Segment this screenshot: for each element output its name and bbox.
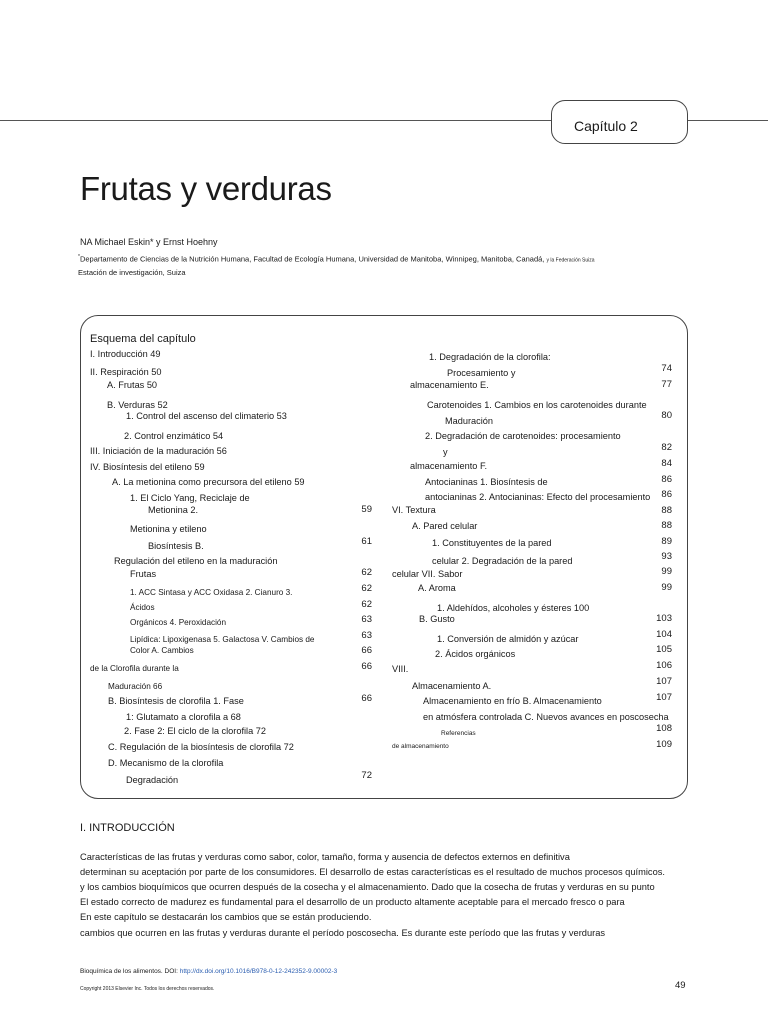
outline-page-number: 74 <box>661 363 672 374</box>
outline-page-number: 93 <box>661 551 672 562</box>
outline-page-number: 105 <box>656 644 672 655</box>
affiliation-line-1 <box>78 254 595 264</box>
outline-entry[interactable]: 2. Degradación de carotenoides: procesamiento <box>425 431 621 441</box>
outline-page-number: 107 <box>656 692 672 703</box>
body-line: determinan su aceptación por parte de los consumidores. El desarrollo de estas características es el resultado de muchos procesos químicos. <box>80 867 665 877</box>
doi-link[interactable]: http://dx.doi.org/10.1016/B978-0-12-242352-9.00002-3 <box>179 968 338 975</box>
outline-page-number: 99 <box>661 582 672 593</box>
body-line: cambios que ocurren en las frutas y verduras durante el período poscosecha. Es durante este período que las frutas y verduras <box>80 928 606 938</box>
outline-page-number: 89 <box>661 536 672 547</box>
section-heading: I. INTRODUCCIÓN <box>80 822 175 834</box>
outline-entry[interactable]: D. Mecanismo de la clorofila <box>108 758 224 768</box>
outline-entry[interactable]: A. La metionina como precursora del etileno 59 <box>112 477 305 487</box>
citation-prefix: Bioquímica de los alimentos. DOI: <box>80 968 178 975</box>
outline-entry[interactable]: 1. Aldehídos, alcoholes y ésteres 100 <box>437 603 590 613</box>
outline-entry[interactable]: en atmósfera controlada C. Nuevos avances en poscosecha <box>423 712 669 722</box>
chapter-label-box <box>551 100 688 144</box>
outline-entry[interactable]: Regulación del etileno en la maduración <box>114 556 278 566</box>
outline-page-number: 66 <box>361 661 372 672</box>
outline-entry[interactable]: A. Aroma <box>418 583 456 593</box>
outline-page-number: 109 <box>656 739 672 750</box>
outline-entry[interactable]: Lipídica: Lipoxigenasa 5. Galactosa V. Cambios de <box>130 635 315 644</box>
outline-page-number: 62 <box>361 583 372 594</box>
outline-entry[interactable]: Antocianinas 1. Biosíntesis de <box>425 477 548 487</box>
outline-entry[interactable]: Ácidos <box>130 603 155 612</box>
outline-page-number: 66 <box>361 645 372 656</box>
outline-entry[interactable]: 1. El Ciclo Yang, Reciclaje de <box>130 493 250 503</box>
outline-entry[interactable]: IV. Biosíntesis del etileno 59 <box>90 462 205 472</box>
outline-entry[interactable]: 2. Control enzimático 54 <box>124 431 224 441</box>
page-title: Frutas y verduras <box>80 170 332 207</box>
outline-entry[interactable]: almacenamiento F. <box>410 461 488 471</box>
outline-page-number: 77 <box>661 379 672 390</box>
affiliation-small: y la Federación Suiza <box>546 257 595 264</box>
outline-entry[interactable]: II. Respiración 50 <box>90 367 162 377</box>
outline-entry[interactable]: 1. Control del ascenso del climaterio 53 <box>126 411 287 421</box>
page-number: 49 <box>675 980 686 991</box>
outline-entry[interactable]: III. Iniciación de la maduración 56 <box>90 446 227 456</box>
outline-page-number: 63 <box>361 630 372 641</box>
outline-entry[interactable]: 2. Fase 2: El ciclo de la clorofila 72 <box>124 726 266 736</box>
outline-entry[interactable]: Biosíntesis B. <box>148 541 204 551</box>
outline-page-number: 108 <box>656 723 672 734</box>
affiliation-mark: * <box>78 254 80 260</box>
outline-page-number: 72 <box>361 770 372 781</box>
outline-entry[interactable]: B. Biosíntesis de clorofila 1. Fase <box>108 696 244 706</box>
outline-page-number: 99 <box>661 566 672 577</box>
outline-page-number: 63 <box>361 614 372 625</box>
outline-entry[interactable]: VI. Textura <box>392 505 436 515</box>
outline-page-number: 103 <box>656 613 672 624</box>
outline-entry[interactable]: Frutas <box>130 569 157 579</box>
outline-entry[interactable]: B. Verduras 52 <box>107 400 168 410</box>
outline-entry[interactable]: 2. Ácidos orgánicos <box>435 649 516 659</box>
body-line: y los cambios bioquímicos que ocurren después de la cosecha y el almacenamiento. Dado que la cosecha de frutas y verduras en su punto <box>80 882 655 892</box>
outline-page-number: 80 <box>661 410 672 421</box>
outline-entry[interactable]: A. Frutas 50 <box>107 380 158 390</box>
outline-entry[interactable]: Almacenamiento en frío B. Almacenamiento <box>423 696 602 706</box>
outline-page-number: 59 <box>361 504 372 515</box>
outline-entry[interactable]: C. Regulación de la biosíntesis de clorofila 72 <box>108 742 294 752</box>
outline-page-number: 62 <box>361 567 372 578</box>
copyright: Copyright 2013 Elsevier Inc. Todos los derechos reservados. <box>80 986 215 992</box>
outline-entry[interactable]: Metionina 2. <box>148 505 199 515</box>
body-line: En este capítulo se destacarán los cambios que se están produciendo. <box>80 912 372 922</box>
citation-line <box>80 968 337 975</box>
outline-page-number: 88 <box>661 505 672 516</box>
outline-page-number: 66 <box>361 693 372 704</box>
outline-page-number: 61 <box>361 536 372 547</box>
outline-entry[interactable]: Color A. Cambios <box>130 646 194 655</box>
outline-entry[interactable]: Procesamiento y <box>447 368 516 378</box>
outline-entry[interactable]: antocianinas 2. Antocianinas: Efecto del procesamiento <box>425 492 651 502</box>
outline-page-number: 107 <box>656 676 672 687</box>
outline-entry[interactable]: B. Gusto <box>419 614 455 624</box>
outline-entry[interactable]: celular 2. Degradación de la pared <box>432 556 573 566</box>
outline-heading: Esquema del capítulo <box>90 333 196 345</box>
outline-entry[interactable]: Metionina y etileno <box>130 524 207 534</box>
outline-entry[interactable]: y <box>443 447 448 457</box>
affiliation-line-2: Estación de investigación, Suiza <box>78 268 186 277</box>
chapter-label: Capítulo 2 <box>574 118 638 134</box>
body-line: El estado correcto de madurez es fundamental para el desarrollo de un producto altamente aceptable para el mercado fresco o para <box>80 897 625 907</box>
outline-entry[interactable]: de la Clorofila durante la <box>90 664 179 673</box>
outline-page-number: 62 <box>361 599 372 610</box>
outline-page-number: 82 <box>661 442 672 453</box>
outline-entry[interactable]: 1. Conversión de almidón y azúcar <box>437 634 579 644</box>
outline-entry[interactable]: almacenamiento E. <box>410 380 489 390</box>
outline-page-number: 84 <box>661 458 672 469</box>
outline-entry[interactable]: 1. Degradación de la clorofila: <box>429 352 551 362</box>
authors: NA Michael Eskin* y Ernst Hoehny <box>80 237 218 247</box>
outline-entry[interactable]: I. Introducción 49 <box>90 349 161 359</box>
outline-entry[interactable]: Orgánicos 4. Peroxidación <box>130 618 227 627</box>
body-line: Características de las frutas y verduras como sabor, color, tamaño, forma y ausencia de defectos externos en definitiva <box>80 852 570 862</box>
outline-entry[interactable]: Maduración <box>445 416 494 426</box>
outline-entry[interactable]: Degradación <box>126 775 179 785</box>
outline-entry[interactable]: Referencias <box>441 730 476 737</box>
affiliation-text: Departamento de Ciencias de la Nutrición Humana, Facultad de Ecología Humana, Universidad de Manitoba, Winnipeg, Manitoba, Canadá, <box>79 254 545 264</box>
outline-entry[interactable]: Carotenoides 1. Cambios en los carotenoides durante <box>427 400 647 410</box>
outline-page-number: 88 <box>661 520 672 531</box>
outline-page-number: 106 <box>656 660 672 671</box>
outline-entry[interactable]: A. Pared celular <box>412 521 478 531</box>
outline-entry[interactable]: Maduración 66 <box>108 682 163 691</box>
outline-page-number: 86 <box>661 489 672 500</box>
outline-entry[interactable]: 1. Constituyentes de la pared <box>432 538 552 548</box>
outline-entry[interactable]: 1: Glutamato a clorofila a 68 <box>126 712 241 722</box>
outline-entry[interactable]: de almacenamiento <box>392 743 449 750</box>
outline-entry[interactable]: celular VII. Sabor <box>392 569 463 579</box>
outline-entry[interactable]: VIII. <box>392 664 409 674</box>
outline-page-number: 86 <box>661 474 672 485</box>
outline-entry[interactable]: Almacenamiento A. <box>412 681 492 691</box>
outline-entry[interactable]: 1. ACC Sintasa y ACC Oxidasa 2. Cianuro 3. <box>130 588 293 597</box>
outline-page-number: 104 <box>656 629 672 640</box>
